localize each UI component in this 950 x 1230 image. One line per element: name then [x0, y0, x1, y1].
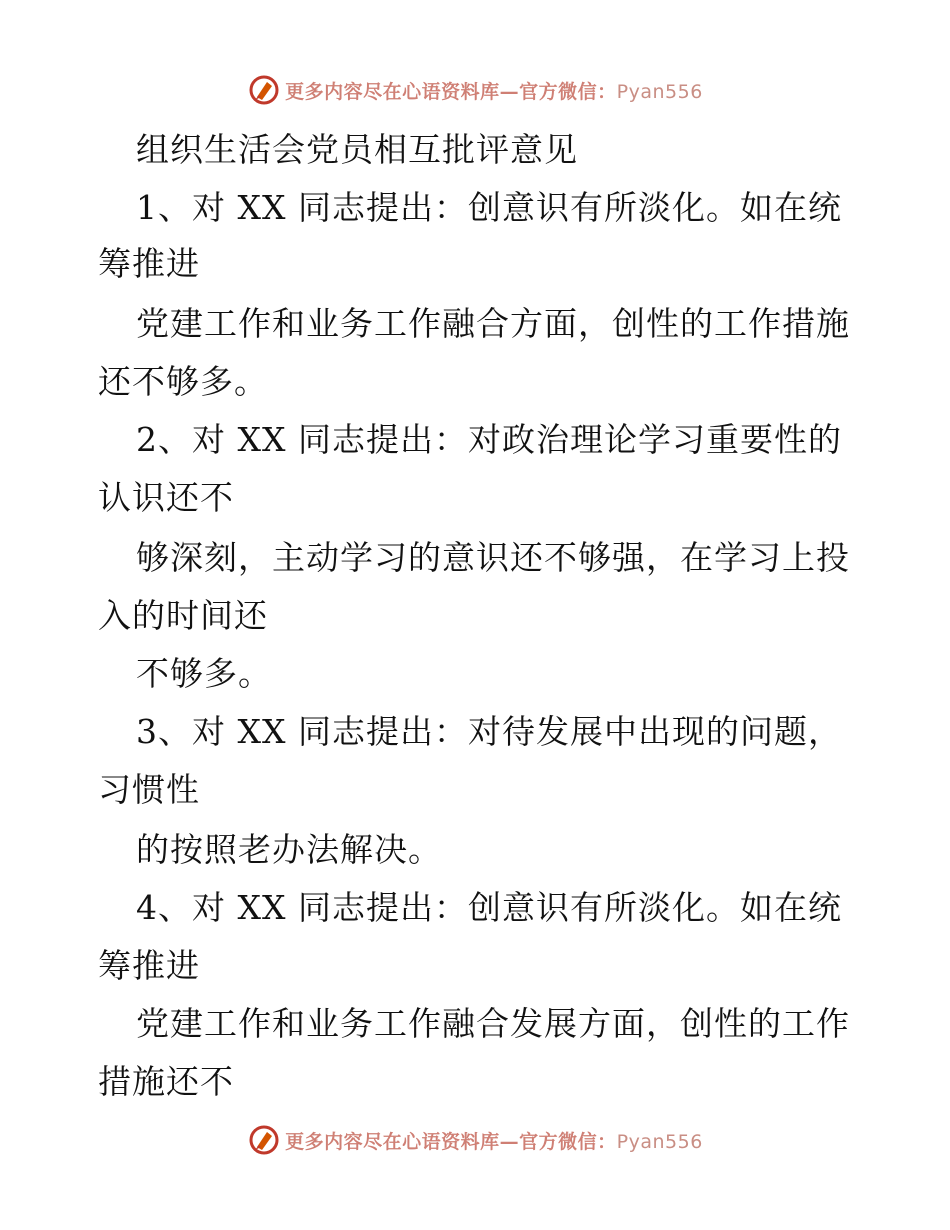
watermark-banner-bottom [0, 1120, 950, 1160]
watermark-text: 更多内容尽在心语资料库—官方微信：Pyan556 [285, 80, 703, 103]
text-line: 筹推进 [98, 946, 200, 985]
text-line: 习惯性 [98, 770, 200, 809]
text-line: 党建工作和业务工作融合方面，创性的工作措施 [136, 304, 850, 343]
text-line: 4、对 XX 同志提出：创意识有所淡化。如在统 [136, 888, 842, 927]
watermark-text: 更多内容尽在心语资料库—官方微信：Pyan556 [285, 1130, 703, 1153]
text-line: 还不够多。 [98, 362, 268, 401]
text-line: 1、对 XX 同志提出：创意识有所淡化。如在统 [136, 188, 842, 227]
pen-nib-logo-icon [247, 1123, 281, 1157]
text-line: 的按照老办法解决。 [136, 830, 442, 869]
text-line: 认识还不 [98, 478, 234, 517]
text-line: 3、对 XX 同志提出：对待发展中出现的问题， [136, 712, 842, 751]
text-line: 措施还不 [98, 1062, 234, 1101]
text-line: 不够多。 [136, 654, 272, 693]
text-line: 党建工作和业务工作融合发展方面，创性的工作 [136, 1004, 850, 1043]
text-line: 筹推进 [98, 244, 200, 283]
document-title: 组织生活会党员相互批评意见 [136, 130, 578, 169]
text-line: 2、对 XX 同志提出：对政治理论学习重要性的 [136, 420, 842, 459]
text-line: 够深刻，主动学习的意识还不够强，在学习上投 [136, 538, 850, 577]
text-line: 入的时间还 [98, 596, 268, 635]
